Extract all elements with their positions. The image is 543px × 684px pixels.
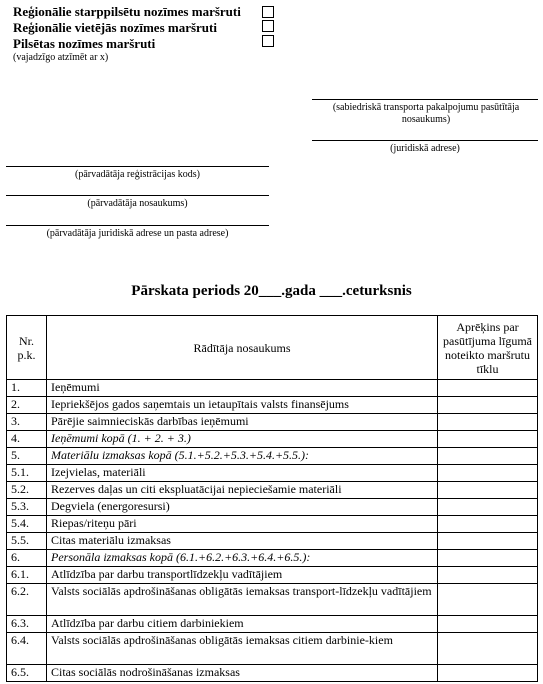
row-indicator-name: Personāla izmaksas kopā (6.1.+6.2.+6.3.+6.4.+6.5.):: [47, 550, 438, 567]
table-row: [7, 584, 538, 616]
row-calc-value[interactable]: [438, 616, 538, 633]
row-calc-value[interactable]: [438, 414, 538, 431]
indicators-table: [6, 315, 538, 682]
table-row: [7, 414, 538, 431]
row-indicator-name: Izejvielas, materiāli: [47, 465, 438, 482]
row-number: 5.5.: [7, 533, 47, 550]
row-calc-value[interactable]: [438, 633, 538, 665]
row-number: 5.2.: [7, 482, 47, 499]
row-number: 6.5.: [7, 665, 47, 682]
row-number: 5.3.: [7, 499, 47, 516]
row-calc-value[interactable]: [438, 516, 538, 533]
row-indicator-name: Valsts sociālās apdrošināšanas obligātās iemaksas transport-līdzekļu vadītājiem: [47, 584, 438, 616]
row-indicator-name: Degviela (energoresursi): [47, 499, 438, 516]
row-calc-value[interactable]: [438, 567, 538, 584]
row-number: 5.4.: [7, 516, 47, 533]
route-option-city: [13, 36, 155, 52]
row-number: 6.2.: [7, 584, 47, 616]
table-row: [7, 665, 538, 682]
row-indicator-name: Ieņēmumi kopā (1. + 2. + 3.): [47, 431, 438, 448]
row-calc-value[interactable]: [438, 397, 538, 414]
carrier-address-line[interactable]: [6, 225, 269, 226]
row-calc-value[interactable]: [438, 665, 538, 682]
row-number: 5.: [7, 448, 47, 465]
route-checkbox-city[interactable]: [262, 35, 274, 47]
header-calc: Aprēķins par pasūtījuma līgumā noteikto maršrutu tīklu: [438, 316, 538, 380]
client-name-line[interactable]: [312, 99, 538, 100]
row-calc-value[interactable]: [438, 482, 538, 499]
row-indicator-name: Ieņēmumi: [47, 380, 438, 397]
table-row: [7, 533, 538, 550]
row-number: 4.: [7, 431, 47, 448]
row-indicator-name: Citas materiālu izmaksas: [47, 533, 438, 550]
row-number: 5.1.: [7, 465, 47, 482]
carrier-address-caption: (pārvadātāja juridiskā adrese un pasta adrese): [46, 228, 229, 239]
routes-note: (vajadzīgo atzīmēt ar x): [13, 52, 109, 63]
row-number: 1.: [7, 380, 47, 397]
table-row: [7, 482, 538, 499]
route-label: Reģionālie starppilsētu nozīmes maršruti: [13, 4, 241, 19]
row-number: 6.3.: [7, 616, 47, 633]
route-label: Reģionālie vietējās nozīmes maršruti: [13, 20, 217, 35]
header-no: Nr. p.k.: [7, 316, 47, 380]
row-indicator-name: Riepas/riteņu pāri: [47, 516, 438, 533]
period-title: Pārskata periods 20___.gada ___.ceturksnis: [131, 283, 412, 299]
header-name: Rādītāja nosaukums: [47, 316, 438, 380]
table-row: [7, 448, 538, 465]
client-name-caption: (sabiedriskā transporta pakalpojumu pasūtītāja nosaukums): [332, 102, 520, 125]
row-number: 6.1.: [7, 567, 47, 584]
row-number: 6.: [7, 550, 47, 567]
row-number: 6.4.: [7, 633, 47, 665]
row-number: 3.: [7, 414, 47, 431]
table-row: [7, 499, 538, 516]
table-row: [7, 633, 538, 665]
route-checkbox-local[interactable]: [262, 20, 274, 32]
row-indicator-name: Pārējie saimnieciskās darbības ieņēmumi: [47, 414, 438, 431]
row-indicator-name: Atlīdzība par darbu citiem darbiniekiem: [47, 616, 438, 633]
row-indicator-name: Citas sociālās nodrošināšanas izmaksas: [47, 665, 438, 682]
route-option-local: [13, 20, 217, 36]
row-calc-value[interactable]: [438, 431, 538, 448]
table-row: [7, 516, 538, 533]
table-row: [7, 380, 538, 397]
table-row: [7, 616, 538, 633]
row-indicator-name: Valsts sociālās apdrošināšanas obligātās iemaksas citiem darbinie-kiem: [47, 633, 438, 665]
route-label: Pilsētas nozīmes maršruti: [13, 36, 156, 51]
carrier-name-caption: (pārvadātāja nosaukums): [87, 198, 188, 209]
row-calc-value[interactable]: [438, 380, 538, 397]
table-row: [7, 397, 538, 414]
table-row: [7, 550, 538, 567]
row-calc-value[interactable]: [438, 465, 538, 482]
carrier-reg-code-line[interactable]: [6, 166, 269, 167]
table-row: [7, 465, 538, 482]
row-calc-value[interactable]: [438, 448, 538, 465]
table-row: [7, 431, 538, 448]
table-body: [7, 380, 538, 682]
route-option-intercity: [13, 4, 241, 20]
row-indicator-name: Materiālu izmaksas kopā (5.1.+5.2.+5.3.+5.4.+5.5.):: [47, 448, 438, 465]
row-indicator-name: Rezerves daļas un citi ekspluatācijai nepieciešamie materiāli: [47, 482, 438, 499]
row-calc-value[interactable]: [438, 533, 538, 550]
row-calc-value[interactable]: [438, 550, 538, 567]
carrier-name-line[interactable]: [6, 195, 269, 196]
row-calc-value[interactable]: [438, 584, 538, 616]
row-number: 2.: [7, 397, 47, 414]
row-indicator-name: Iepriekšējos gados saņemtais un ietaupītais valsts finansējums: [47, 397, 438, 414]
row-indicator-name: Atlīdzība par darbu transportlīdzekļu vadītājiem: [47, 567, 438, 584]
row-calc-value[interactable]: [438, 499, 538, 516]
route-checkbox-intercity[interactable]: [262, 6, 274, 18]
table-header-row: [7, 316, 538, 380]
table-row: [7, 567, 538, 584]
carrier-reg-code-caption: (pārvadātāja reģistrācijas kods): [75, 169, 200, 180]
client-address-caption: (juridiskā adrese): [390, 143, 460, 154]
client-address-line[interactable]: [312, 140, 538, 141]
